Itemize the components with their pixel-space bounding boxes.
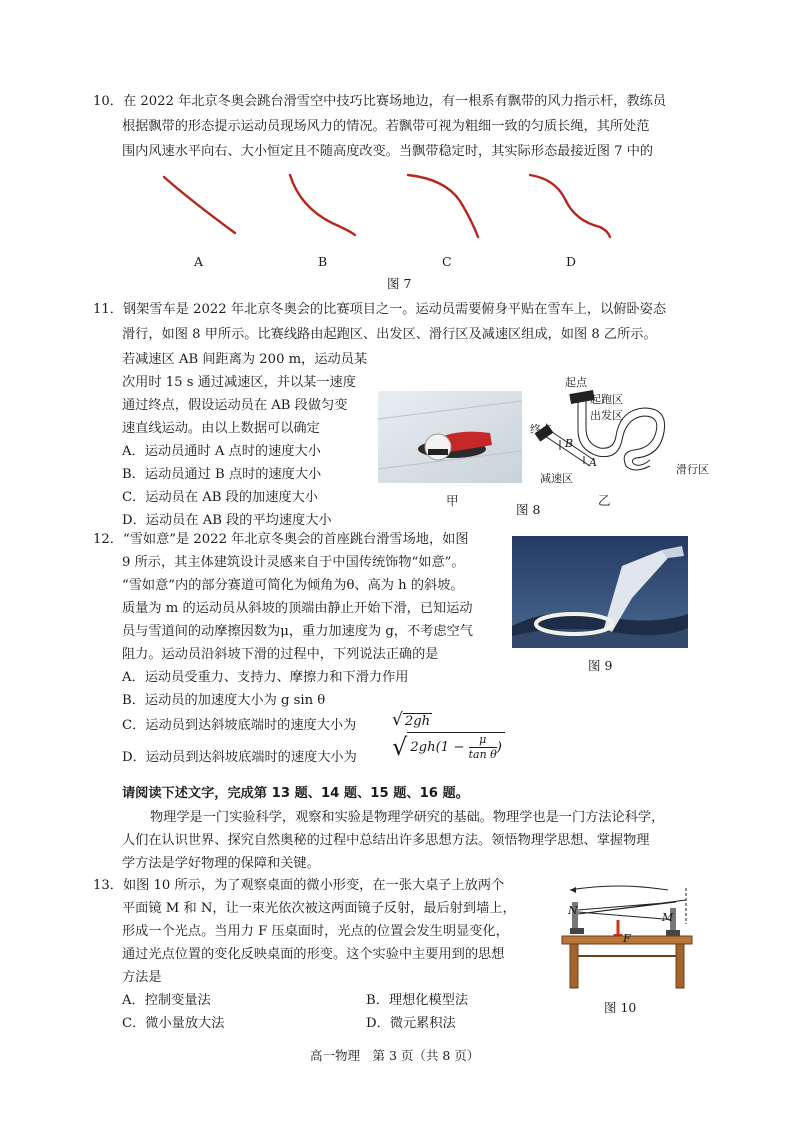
mirror-n-label: N	[568, 904, 578, 917]
finish-label: 终点	[530, 423, 552, 436]
q11-option-d: D．运动员在 AB 段的平均速度大小	[122, 513, 332, 528]
q13-option-a: A．控制变量法	[122, 993, 211, 1008]
reading-instruction: 请阅读下述文字，完成第 13 题、14 题、15 题、16 题。	[122, 786, 469, 801]
q12-option-b: B．运动员的加速度大小为 g sin θ	[122, 693, 326, 708]
q10-line-3: 围内风速水平向右、大小恒定且不随高度改变。当飘带稳定时，其实际形态最接近图 7 中的	[122, 144, 654, 159]
q12-line-2: 9 所示，其主体建筑设计灵感来自于中国传统饰物“如意”。	[122, 555, 465, 570]
q12-option-c: C．运动员到达斜坡底端时的速度大小为	[122, 718, 357, 733]
reading-line-2: 人们在认识世界、探究自然奥秘的过程中总结出许多思想方法。领悟物理学思想、掌握物理	[122, 833, 650, 848]
q13-line-4: 通过光点位置的变化反映桌面的形变。这个实验中主要用到的思想	[122, 947, 505, 962]
q12-line-3: “雪如意”内的部分赛道可简化为倾角为θ、高为 h 的斜坡。	[122, 578, 464, 593]
snow-ruyi-photo	[512, 536, 688, 648]
ribbon-a-label: A	[194, 254, 204, 269]
q13-option-d: D．微元累积法	[366, 1016, 456, 1031]
force-label: F	[623, 932, 631, 945]
q12-line-4: 质量为 m 的运动员从斜坡的顶端由静止开始下滑，已知运动	[122, 601, 473, 616]
figure-8-caption: 图 8	[516, 502, 541, 517]
q12-option-d-math: √ 2gh(1 − $\frac{\mu}{\text{tan θ}}$ )	[392, 732, 505, 772]
ribbon-d	[530, 175, 610, 237]
point-b-label: B	[565, 437, 574, 450]
q11-line-5: 通过终点，假设运动员在 AB 段做匀变	[122, 398, 348, 413]
q12-option-d-den: tan θ	[468, 748, 497, 761]
q13-line-2: 平面镜 M 和 N，让一束光依次被这两面镜子反射，最后射到墙上，	[122, 901, 516, 916]
figure-9-caption: 图 9	[588, 658, 613, 673]
q11-line-3: 若减速区 AB 间距离为 200 m，运动员某	[122, 352, 368, 367]
q10-line-1: 10．在 2022 年北京冬奥会跳台滑雪空中技巧比赛场地边，有一根系有飘带的风力指示杆，教练员	[93, 94, 667, 109]
q12-line-5: 员与雪道间的动摩擦因数为μ，重力加速度为 g，不考虑空气	[122, 624, 473, 639]
page-footer: 高一物理 第 3 页（共 8 页）	[310, 1048, 480, 1063]
ribbon-b	[290, 175, 355, 235]
skeleton-photo	[378, 391, 522, 483]
start-label: 起点	[565, 376, 587, 389]
q11-line-1: 11．钢架雪车是 2022 年北京冬奥会的比赛项目之一。运动员需要俯身平贴在雪车上，以俯卧姿态	[93, 302, 667, 317]
q11-option-c: C．运动员在 AB 段的加速度大小	[122, 490, 318, 505]
point-a-label: A	[589, 456, 597, 469]
figure-8-sub-a: 甲	[446, 493, 459, 508]
reading-line-1: 物理学是一门实验科学，观察和实验是物理学研究的基础。物理学也是一门方法论科学，	[150, 810, 665, 825]
q13-line-3: 形成一个光点。当用力 F 压桌面时，光点的位置会发生明显变化，	[122, 924, 509, 939]
q13-option-b: B．理想化模型法	[366, 993, 469, 1008]
q13-line-1: 13．如图 10 所示，为了观察桌面的微小形变，在一张大桌子上放两个	[93, 878, 505, 893]
figure-8-sub-b: 乙	[598, 493, 611, 508]
ribbon-a	[164, 177, 235, 233]
ribbon-b-label: B	[318, 254, 328, 269]
q12-option-c-radicand: 2gh	[404, 714, 431, 729]
q11-line-2: 滑行，如图 8 甲所示。比赛线路由起跑区、出发区、滑行区及减速区组成，如图 8 乙所示。	[122, 327, 657, 342]
ribbon-c	[408, 175, 478, 237]
q11-option-a: A．运动员通时 A 点时的速度大小	[122, 444, 321, 459]
figure-7-ribbons	[150, 165, 720, 245]
mirror-m-label: M	[662, 911, 674, 924]
q11-line-6: 速直线运动。由以上数据可以确定	[122, 421, 320, 436]
ribbon-c-label: C	[442, 254, 452, 269]
slow-zone-label: 减速区	[540, 472, 573, 485]
q12-line-6: 阻力。运动员沿斜坡下滑的过程中，下列说法正确的是	[122, 647, 439, 662]
q13-option-c: C．微小量放大法	[122, 1016, 225, 1031]
q12-option-d-prefix: 2gh(1 −	[410, 740, 465, 755]
q11-option-b: B．运动员通过 B 点时的速度大小	[122, 467, 322, 482]
q13-line-5: 方法是	[122, 970, 162, 985]
slide-zone-label: 滑行区	[676, 463, 709, 476]
q10-line-2: 根据飘带的形态提示运动员现场风力的情况。若飘带可视为粗细一致的匀质长绳，其所处范	[122, 119, 650, 134]
q12-option-c-math: √ 2gh	[392, 710, 431, 730]
ribbon-d-label: D	[566, 254, 577, 269]
depart-zone-label: 出发区	[590, 409, 623, 422]
q12-line-1: 12．“雪如意”是 2022 年北京冬奥会的首座跳台滑雪场地，如图	[93, 532, 469, 547]
reading-line-3: 学方法是学好物理的保障和关键。	[122, 856, 320, 871]
q11-line-4: 次用时 15 s 通过减速区，并以某一速度	[122, 375, 356, 390]
figure-10-caption: 图 10	[604, 1000, 637, 1015]
start-zone-label: 起跑区	[590, 393, 623, 406]
q12-option-d-num: μ	[469, 733, 497, 748]
figure-7-caption: 图 7	[387, 276, 412, 291]
q12-option-a: A．运动员受重力、支持力、摩擦力和下滑力作用	[122, 670, 409, 685]
q12-option-d: D．运动员到达斜坡底端时的速度大小为	[122, 750, 357, 765]
